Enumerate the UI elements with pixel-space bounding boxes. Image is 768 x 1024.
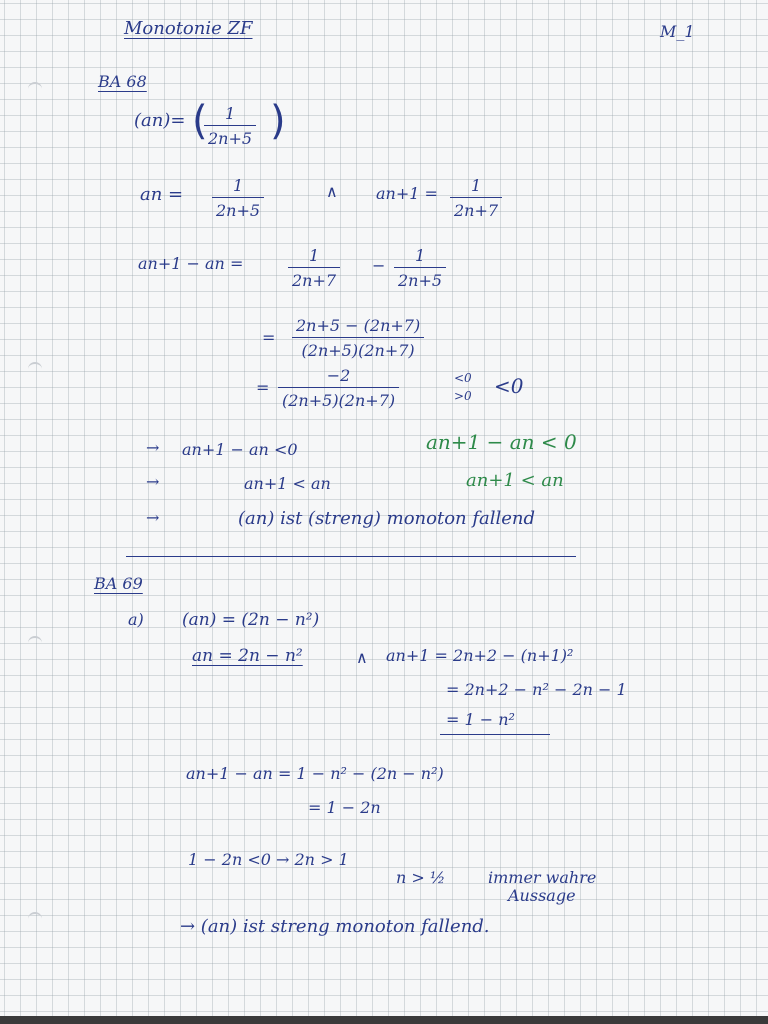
green-note-1: an+1 − an < 0 <box>426 430 577 454</box>
d2-num: 1 <box>414 246 426 265</box>
d1-den: 2n+7 <box>292 271 337 290</box>
note-always-true: immer wahre <box>488 868 597 887</box>
step3-fraction <box>278 366 399 410</box>
punch-hole-mark <box>28 82 42 94</box>
an-num: 1 <box>232 176 244 195</box>
an1-den: 2n+7 <box>454 201 499 220</box>
diff-frac-1 <box>288 246 340 290</box>
diff-frac-2 <box>394 246 446 290</box>
punch-hole-mark <box>28 636 42 648</box>
seq-fraction <box>204 104 256 148</box>
green-note-2: an+1 < an <box>466 470 564 491</box>
sign-num-note: <0 <box>454 371 472 385</box>
seq-num: 1 <box>224 104 236 123</box>
an-lhs: an = <box>140 184 184 205</box>
inequality-1: 1 − 2n <0 → 2n > 1 <box>188 850 349 869</box>
step3-den: (2n+5)(2n+7) <box>282 391 396 410</box>
result-underline <box>440 734 550 735</box>
punch-hole-mark <box>28 912 42 924</box>
conclusion-2: an+1 < an <box>244 474 331 493</box>
sign-den-note: >0 <box>454 389 472 403</box>
diff-line-2: = 1 − 2n <box>308 798 381 817</box>
diff-line-1: an+1 − an = 1 − n² − (2n − n²) <box>186 764 444 783</box>
arrow-icon: → <box>146 472 160 491</box>
paren-left: ( <box>192 98 208 144</box>
section-divider <box>126 556 576 557</box>
an1-step3: = 1 − n² <box>446 710 515 729</box>
note-statement: Aussage <box>508 886 576 905</box>
an1-num: 1 <box>470 176 482 195</box>
an1-lhs: an+1 = <box>376 184 438 203</box>
part-a-label: a) <box>128 610 144 629</box>
seq-def: (an) = (2n − n²) <box>182 610 320 630</box>
an1-def: an+1 = 2n+2 − (n+1)² <box>386 646 574 665</box>
page-title: Monotonie ZF <box>124 18 253 39</box>
an-den: 2n+5 <box>216 201 261 220</box>
step2-den: (2n+5)(2n+7) <box>301 341 415 360</box>
diff-lhs: an+1 − an = <box>138 254 244 273</box>
final-conclusion: → (an) ist streng monoton fallend. <box>180 916 490 937</box>
an1-step2: = 2n+2 − n² − 2n − 1 <box>446 680 627 699</box>
seq-den: 2n+5 <box>208 129 253 148</box>
and-symbol: ∧ <box>356 648 368 667</box>
arrow-icon: → <box>146 508 160 527</box>
d1-num: 1 <box>308 246 320 265</box>
and-symbol: ∧ <box>326 182 338 201</box>
step3-num: −2 <box>326 366 351 385</box>
step2-num: 2n+5 − (2n+7) <box>296 316 421 335</box>
step2-fraction <box>292 316 424 360</box>
minus-sign: − <box>372 256 386 275</box>
step2-eq: = <box>262 328 276 347</box>
paren-right: ) <box>270 98 286 144</box>
step3-eq: = <box>256 378 270 397</box>
inequality-2: n > ½ <box>396 868 446 887</box>
seq-lhs: (an)= <box>134 110 186 131</box>
an-def: an = 2n − n² <box>192 646 303 666</box>
an1-fraction <box>450 176 502 220</box>
heading-ba68: BA 68 <box>98 72 147 91</box>
an-fraction <box>212 176 264 220</box>
conclusion-1: an+1 − an <0 <box>182 440 298 459</box>
conclusion-3: (an) ist (streng) monoton fallend <box>238 508 536 529</box>
punch-hole-mark <box>28 362 42 374</box>
heading-ba69: BA 69 <box>94 574 143 593</box>
d2-den: 2n+5 <box>398 271 443 290</box>
page-code: M_1 <box>660 22 695 41</box>
arrow-icon: → <box>146 438 160 457</box>
result-lt0: <0 <box>494 374 524 398</box>
